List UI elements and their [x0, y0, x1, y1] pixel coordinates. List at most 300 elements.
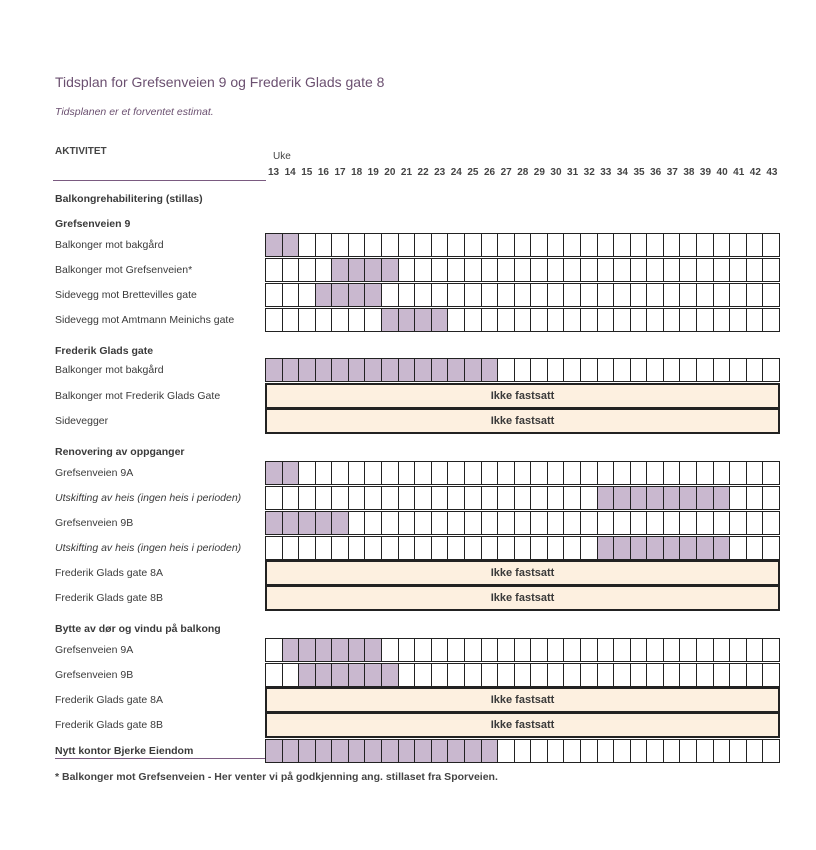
week-cell-scheduled — [266, 234, 283, 256]
week-cell-empty — [763, 234, 779, 256]
week-cell-empty — [498, 664, 515, 686]
week-cell-empty — [482, 284, 499, 306]
week-cell-empty — [332, 487, 349, 509]
week-cell-empty — [730, 537, 747, 559]
week-cell-scheduled — [631, 537, 648, 559]
activity-label: Frederik Glads gate 8B — [55, 719, 163, 731]
week-number: 20 — [384, 167, 396, 178]
week-cell-empty — [283, 259, 300, 281]
week-cell-empty — [465, 309, 482, 331]
week-cell-empty — [614, 639, 631, 661]
week-cell-empty — [714, 462, 731, 484]
week-cell-empty — [299, 309, 316, 331]
week-cell-scheduled — [647, 487, 664, 509]
week-cell-empty — [680, 359, 697, 381]
week-cell-empty — [614, 512, 631, 534]
week-grid-row — [265, 536, 780, 560]
week-cell-empty — [763, 462, 779, 484]
week-cell-empty — [664, 512, 681, 534]
week-cell-empty — [763, 664, 779, 686]
week-cell-empty — [515, 740, 532, 762]
not-set-bar: Ikke fastsatt — [265, 585, 780, 611]
week-cell-empty — [598, 259, 615, 281]
week-cell-scheduled — [299, 639, 316, 661]
week-cell-empty — [763, 487, 779, 509]
week-cell-empty — [382, 537, 399, 559]
week-cell-scheduled — [283, 462, 300, 484]
week-cell-empty — [548, 259, 565, 281]
week-cell-empty — [365, 512, 382, 534]
week-grid-row — [265, 283, 780, 307]
week-cell-empty — [680, 664, 697, 686]
week-cell-empty — [316, 537, 333, 559]
week-cell-empty — [664, 462, 681, 484]
week-cell-empty — [714, 259, 731, 281]
week-cell-empty — [299, 462, 316, 484]
week-cell-empty — [283, 487, 300, 509]
week-cell-empty — [365, 462, 382, 484]
week-cell-empty — [349, 487, 366, 509]
week-cell-scheduled — [465, 359, 482, 381]
week-cell-empty — [515, 309, 532, 331]
activity-label: Grefsenveien 9A — [55, 644, 134, 656]
week-cell-empty — [531, 740, 548, 762]
week-cell-empty — [382, 512, 399, 534]
week-cell-empty — [730, 259, 747, 281]
week-cell-empty — [316, 309, 333, 331]
week-cell-empty — [730, 462, 747, 484]
week-cell-empty — [515, 664, 532, 686]
week-cell-empty — [448, 487, 465, 509]
week-cell-empty — [631, 512, 648, 534]
week-cell-empty — [564, 487, 581, 509]
week-cell-empty — [531, 359, 548, 381]
week-cell-empty — [266, 309, 283, 331]
week-cell-scheduled — [664, 537, 681, 559]
week-cell-empty — [747, 537, 764, 559]
week-number: 36 — [650, 167, 662, 178]
week-cell-empty — [598, 664, 615, 686]
week-cell-empty — [581, 359, 598, 381]
week-cell-empty — [581, 664, 598, 686]
week-cell-empty — [448, 462, 465, 484]
week-cell-empty — [747, 234, 764, 256]
week-cell-empty — [598, 462, 615, 484]
week-cell-scheduled — [332, 639, 349, 661]
week-cell-scheduled — [299, 359, 316, 381]
week-cell-empty — [498, 309, 515, 331]
week-cell-scheduled — [365, 740, 382, 762]
week-cell-empty — [316, 234, 333, 256]
week-cell-empty — [515, 462, 532, 484]
week-cell-empty — [415, 259, 432, 281]
week-cell-empty — [747, 740, 764, 762]
week-cell-empty — [747, 487, 764, 509]
week-number: 29 — [533, 167, 545, 178]
week-cell-empty — [697, 234, 714, 256]
week-cell-empty — [747, 284, 764, 306]
activity-label: Frederik Glads gate 8A — [55, 694, 163, 706]
week-cell-empty — [680, 259, 697, 281]
week-cell-empty — [349, 537, 366, 559]
week-cell-empty — [349, 512, 366, 534]
week-number: 25 — [467, 167, 479, 178]
week-cell-empty — [664, 359, 681, 381]
week-cell-empty — [266, 664, 283, 686]
activity-label: Grefsenveien 9A — [55, 467, 134, 479]
week-number: 16 — [317, 167, 329, 178]
week-cell-empty — [730, 639, 747, 661]
week-cell-empty — [647, 512, 664, 534]
not-set-bar: Ikke fastsatt — [265, 712, 780, 738]
week-cell-empty — [680, 740, 697, 762]
week-cell-empty — [548, 309, 565, 331]
week-cell-empty — [548, 487, 565, 509]
week-number: 19 — [367, 167, 379, 178]
week-cell-scheduled — [349, 259, 366, 281]
week-cell-empty — [299, 259, 316, 281]
week-cell-scheduled — [382, 259, 399, 281]
week-cell-empty — [299, 234, 316, 256]
week-cell-scheduled — [349, 664, 366, 686]
week-cell-empty — [365, 537, 382, 559]
week-cell-empty — [482, 309, 499, 331]
week-cell-scheduled — [399, 309, 416, 331]
week-cell-empty — [564, 639, 581, 661]
week-cell-empty — [697, 309, 714, 331]
week-cell-empty — [548, 664, 565, 686]
week-cell-empty — [598, 740, 615, 762]
week-cell-empty — [415, 512, 432, 534]
week-grid-row — [265, 233, 780, 257]
week-cell-scheduled — [382, 359, 399, 381]
week-cell-empty — [564, 537, 581, 559]
week-cell-scheduled — [283, 359, 300, 381]
week-cell-empty — [598, 639, 615, 661]
week-cell-empty — [598, 234, 615, 256]
week-cell-empty — [399, 537, 416, 559]
week-cell-scheduled — [415, 309, 432, 331]
week-cell-empty — [614, 234, 631, 256]
week-cell-empty — [465, 537, 482, 559]
week-cell-empty — [432, 537, 449, 559]
page-subtitle: Tidsplanen er et forventet estimat. — [55, 106, 214, 118]
week-cell-scheduled — [316, 359, 333, 381]
week-cell-empty — [266, 639, 283, 661]
week-cell-empty — [598, 359, 615, 381]
activity-label: Sidevegg mot Brettevilles gate — [55, 289, 197, 301]
week-cell-empty — [747, 512, 764, 534]
activity-label: Sidevegger — [55, 415, 109, 427]
week-cell-empty — [415, 234, 432, 256]
week-cell-empty — [680, 234, 697, 256]
week-cell-scheduled — [332, 259, 349, 281]
week-cell-empty — [697, 740, 714, 762]
week-cell-empty — [614, 284, 631, 306]
week-cell-empty — [614, 359, 631, 381]
week-grid-row — [265, 663, 780, 687]
week-number: 32 — [583, 167, 595, 178]
week-cell-empty — [349, 309, 366, 331]
week-cell-empty — [448, 512, 465, 534]
week-cell-empty — [647, 639, 664, 661]
week-cell-empty — [763, 359, 779, 381]
week-cell-empty — [498, 639, 515, 661]
week-cell-empty — [664, 740, 681, 762]
week-number: 27 — [500, 167, 512, 178]
week-number: 22 — [417, 167, 429, 178]
week-cell-empty — [631, 234, 648, 256]
week-cell-empty — [399, 234, 416, 256]
week-cell-empty — [482, 512, 499, 534]
week-cell-empty — [548, 462, 565, 484]
week-cell-scheduled — [332, 740, 349, 762]
week-cell-empty — [415, 664, 432, 686]
week-cell-scheduled — [316, 740, 333, 762]
week-cell-scheduled — [415, 740, 432, 762]
week-cell-scheduled — [399, 359, 416, 381]
week-cell-empty — [647, 284, 664, 306]
week-cell-empty — [515, 512, 532, 534]
week-number: 13 — [268, 167, 280, 178]
week-cell-empty — [283, 309, 300, 331]
week-cell-empty — [465, 664, 482, 686]
week-cell-empty — [399, 512, 416, 534]
week-cell-empty — [730, 309, 747, 331]
activity-label: Nytt kontor Bjerke Eiendom — [55, 745, 266, 759]
week-cell-empty — [714, 512, 731, 534]
week-grid-row — [265, 739, 780, 763]
week-cell-empty — [564, 234, 581, 256]
activity-label: Balkonger mot Frederik Glads Gate — [55, 390, 221, 402]
week-cell-empty — [515, 284, 532, 306]
week-cell-empty — [399, 487, 416, 509]
week-cell-empty — [581, 259, 598, 281]
week-grid-row — [265, 308, 780, 332]
week-cell-scheduled — [614, 537, 631, 559]
activity-label: Utskifting av heis (ingen heis i perioden) — [55, 492, 242, 504]
week-cell-empty — [730, 487, 747, 509]
week-cell-empty — [763, 512, 779, 534]
week-cell-empty — [531, 487, 548, 509]
week-cell-empty — [498, 537, 515, 559]
week-cell-scheduled — [283, 740, 300, 762]
week-cell-empty — [548, 512, 565, 534]
week-cell-empty — [349, 234, 366, 256]
week-cell-empty — [349, 462, 366, 484]
week-cell-empty — [482, 537, 499, 559]
week-cell-empty — [531, 537, 548, 559]
week-cell-empty — [465, 639, 482, 661]
week-cell-empty — [763, 537, 779, 559]
week-cell-empty — [465, 284, 482, 306]
week-cell-empty — [581, 487, 598, 509]
week-cell-empty — [266, 284, 283, 306]
week-cell-empty — [747, 259, 764, 281]
week-cell-empty — [730, 740, 747, 762]
week-cell-empty — [482, 234, 499, 256]
week-cell-empty — [598, 309, 615, 331]
activity-label: Balkonger mot bakgård — [55, 239, 164, 251]
week-cell-empty — [382, 462, 399, 484]
week-cell-empty — [614, 740, 631, 762]
week-cell-scheduled — [283, 234, 300, 256]
week-number: 37 — [666, 167, 678, 178]
week-cell-empty — [448, 664, 465, 686]
week-cell-empty — [399, 639, 416, 661]
week-cell-scheduled — [365, 639, 382, 661]
week-cell-empty — [614, 259, 631, 281]
week-cell-empty — [498, 234, 515, 256]
week-cell-scheduled — [332, 664, 349, 686]
week-number: 43 — [766, 167, 778, 178]
week-cell-scheduled — [332, 512, 349, 534]
week-cell-scheduled — [382, 664, 399, 686]
week-cell-empty — [498, 740, 515, 762]
week-cell-empty — [432, 259, 449, 281]
week-number: 21 — [400, 167, 413, 178]
week-cell-empty — [515, 537, 532, 559]
week-cell-empty — [730, 359, 747, 381]
week-cell-empty — [763, 740, 779, 762]
week-cell-scheduled — [415, 359, 432, 381]
week-cell-empty — [365, 487, 382, 509]
week-cell-empty — [697, 664, 714, 686]
week-cell-empty — [399, 462, 416, 484]
week-cell-empty — [332, 462, 349, 484]
activity-label: Grefsenveien 9B — [55, 669, 134, 681]
week-cell-empty — [548, 359, 565, 381]
activity-label: Balkonger mot bakgård — [55, 364, 164, 376]
week-cell-scheduled — [432, 309, 449, 331]
week-cell-empty — [664, 284, 681, 306]
week-cell-empty — [382, 639, 399, 661]
week-cell-empty — [531, 284, 548, 306]
week-cell-empty — [531, 234, 548, 256]
week-cell-empty — [714, 234, 731, 256]
week-cell-scheduled — [283, 639, 300, 661]
week-cell-empty — [316, 259, 333, 281]
week-cell-empty — [448, 537, 465, 559]
week-cell-scheduled — [614, 487, 631, 509]
week-cell-empty — [697, 462, 714, 484]
week-number: 42 — [749, 167, 761, 178]
week-cell-empty — [283, 537, 300, 559]
week-cell-empty — [498, 284, 515, 306]
week-cell-empty — [614, 664, 631, 686]
week-cell-empty — [531, 259, 548, 281]
week-cell-empty — [415, 284, 432, 306]
week-cell-scheduled — [482, 359, 499, 381]
week-cell-empty — [448, 234, 465, 256]
activity-column-header: AKTIVITET — [55, 146, 107, 157]
week-cell-empty — [581, 740, 598, 762]
week-number: 40 — [716, 167, 728, 178]
week-cell-scheduled — [482, 740, 499, 762]
week-cell-scheduled — [283, 512, 300, 534]
week-cell-empty — [647, 259, 664, 281]
week-cell-empty — [631, 639, 648, 661]
week-cell-scheduled — [349, 740, 366, 762]
week-numbers — [0, 167, 816, 181]
week-cell-scheduled — [365, 664, 382, 686]
week-number: 24 — [450, 167, 462, 178]
activity-label: Frederik Glads gate 8B — [55, 592, 163, 604]
week-cell-scheduled — [332, 359, 349, 381]
section-heading: Grefsenveien 9 — [55, 218, 131, 230]
week-cell-scheduled — [598, 537, 615, 559]
week-cell-scheduled — [448, 359, 465, 381]
week-grid-row — [265, 461, 780, 485]
week-number: 30 — [550, 167, 562, 178]
week-grid-row — [265, 358, 780, 382]
week-cell-scheduled — [432, 359, 449, 381]
week-cell-empty — [647, 359, 664, 381]
week-cell-empty — [399, 259, 416, 281]
week-cell-empty — [564, 259, 581, 281]
week-cell-empty — [531, 309, 548, 331]
week-cell-empty — [631, 359, 648, 381]
week-number: 38 — [683, 167, 695, 178]
week-cell-empty — [531, 639, 548, 661]
week-cell-empty — [332, 309, 349, 331]
week-cell-empty — [548, 639, 565, 661]
week-cell-empty — [714, 309, 731, 331]
week-cell-empty — [266, 537, 283, 559]
week-cell-empty — [548, 234, 565, 256]
week-number: 18 — [351, 167, 363, 178]
week-cell-empty — [465, 487, 482, 509]
week-cell-empty — [747, 309, 764, 331]
week-cell-empty — [299, 487, 316, 509]
week-cell-empty — [515, 639, 532, 661]
week-cell-empty — [432, 284, 449, 306]
week-number: 28 — [517, 167, 529, 178]
week-cell-empty — [763, 639, 779, 661]
week-cell-empty — [482, 664, 499, 686]
activity-label: Frederik Glads gate 8A — [55, 567, 163, 579]
week-number: 31 — [567, 167, 579, 178]
week-cell-scheduled — [680, 537, 697, 559]
week-cell-empty — [564, 359, 581, 381]
week-cell-empty — [697, 284, 714, 306]
week-cell-empty — [399, 664, 416, 686]
week-cell-empty — [664, 259, 681, 281]
week-cell-empty — [581, 234, 598, 256]
section-heading: Balkongrehabilitering (stillas) — [55, 193, 203, 205]
week-cell-empty — [730, 512, 747, 534]
week-cell-empty — [332, 537, 349, 559]
week-cell-empty — [680, 512, 697, 534]
week-number: 35 — [633, 167, 645, 178]
not-set-bar: Ikke fastsatt — [265, 560, 780, 586]
week-cell-empty — [283, 284, 300, 306]
week-cell-empty — [680, 309, 697, 331]
week-cell-empty — [763, 309, 779, 331]
week-cell-scheduled — [697, 487, 714, 509]
week-cell-empty — [747, 664, 764, 686]
week-cell-empty — [432, 462, 449, 484]
week-cell-scheduled — [349, 284, 366, 306]
week-cell-empty — [564, 664, 581, 686]
week-cell-empty — [415, 487, 432, 509]
week-cell-empty — [714, 664, 731, 686]
week-cell-empty — [581, 537, 598, 559]
week-cell-empty — [365, 309, 382, 331]
week-cell-scheduled — [299, 664, 316, 686]
week-cell-empty — [498, 487, 515, 509]
week-cell-scheduled — [266, 740, 283, 762]
